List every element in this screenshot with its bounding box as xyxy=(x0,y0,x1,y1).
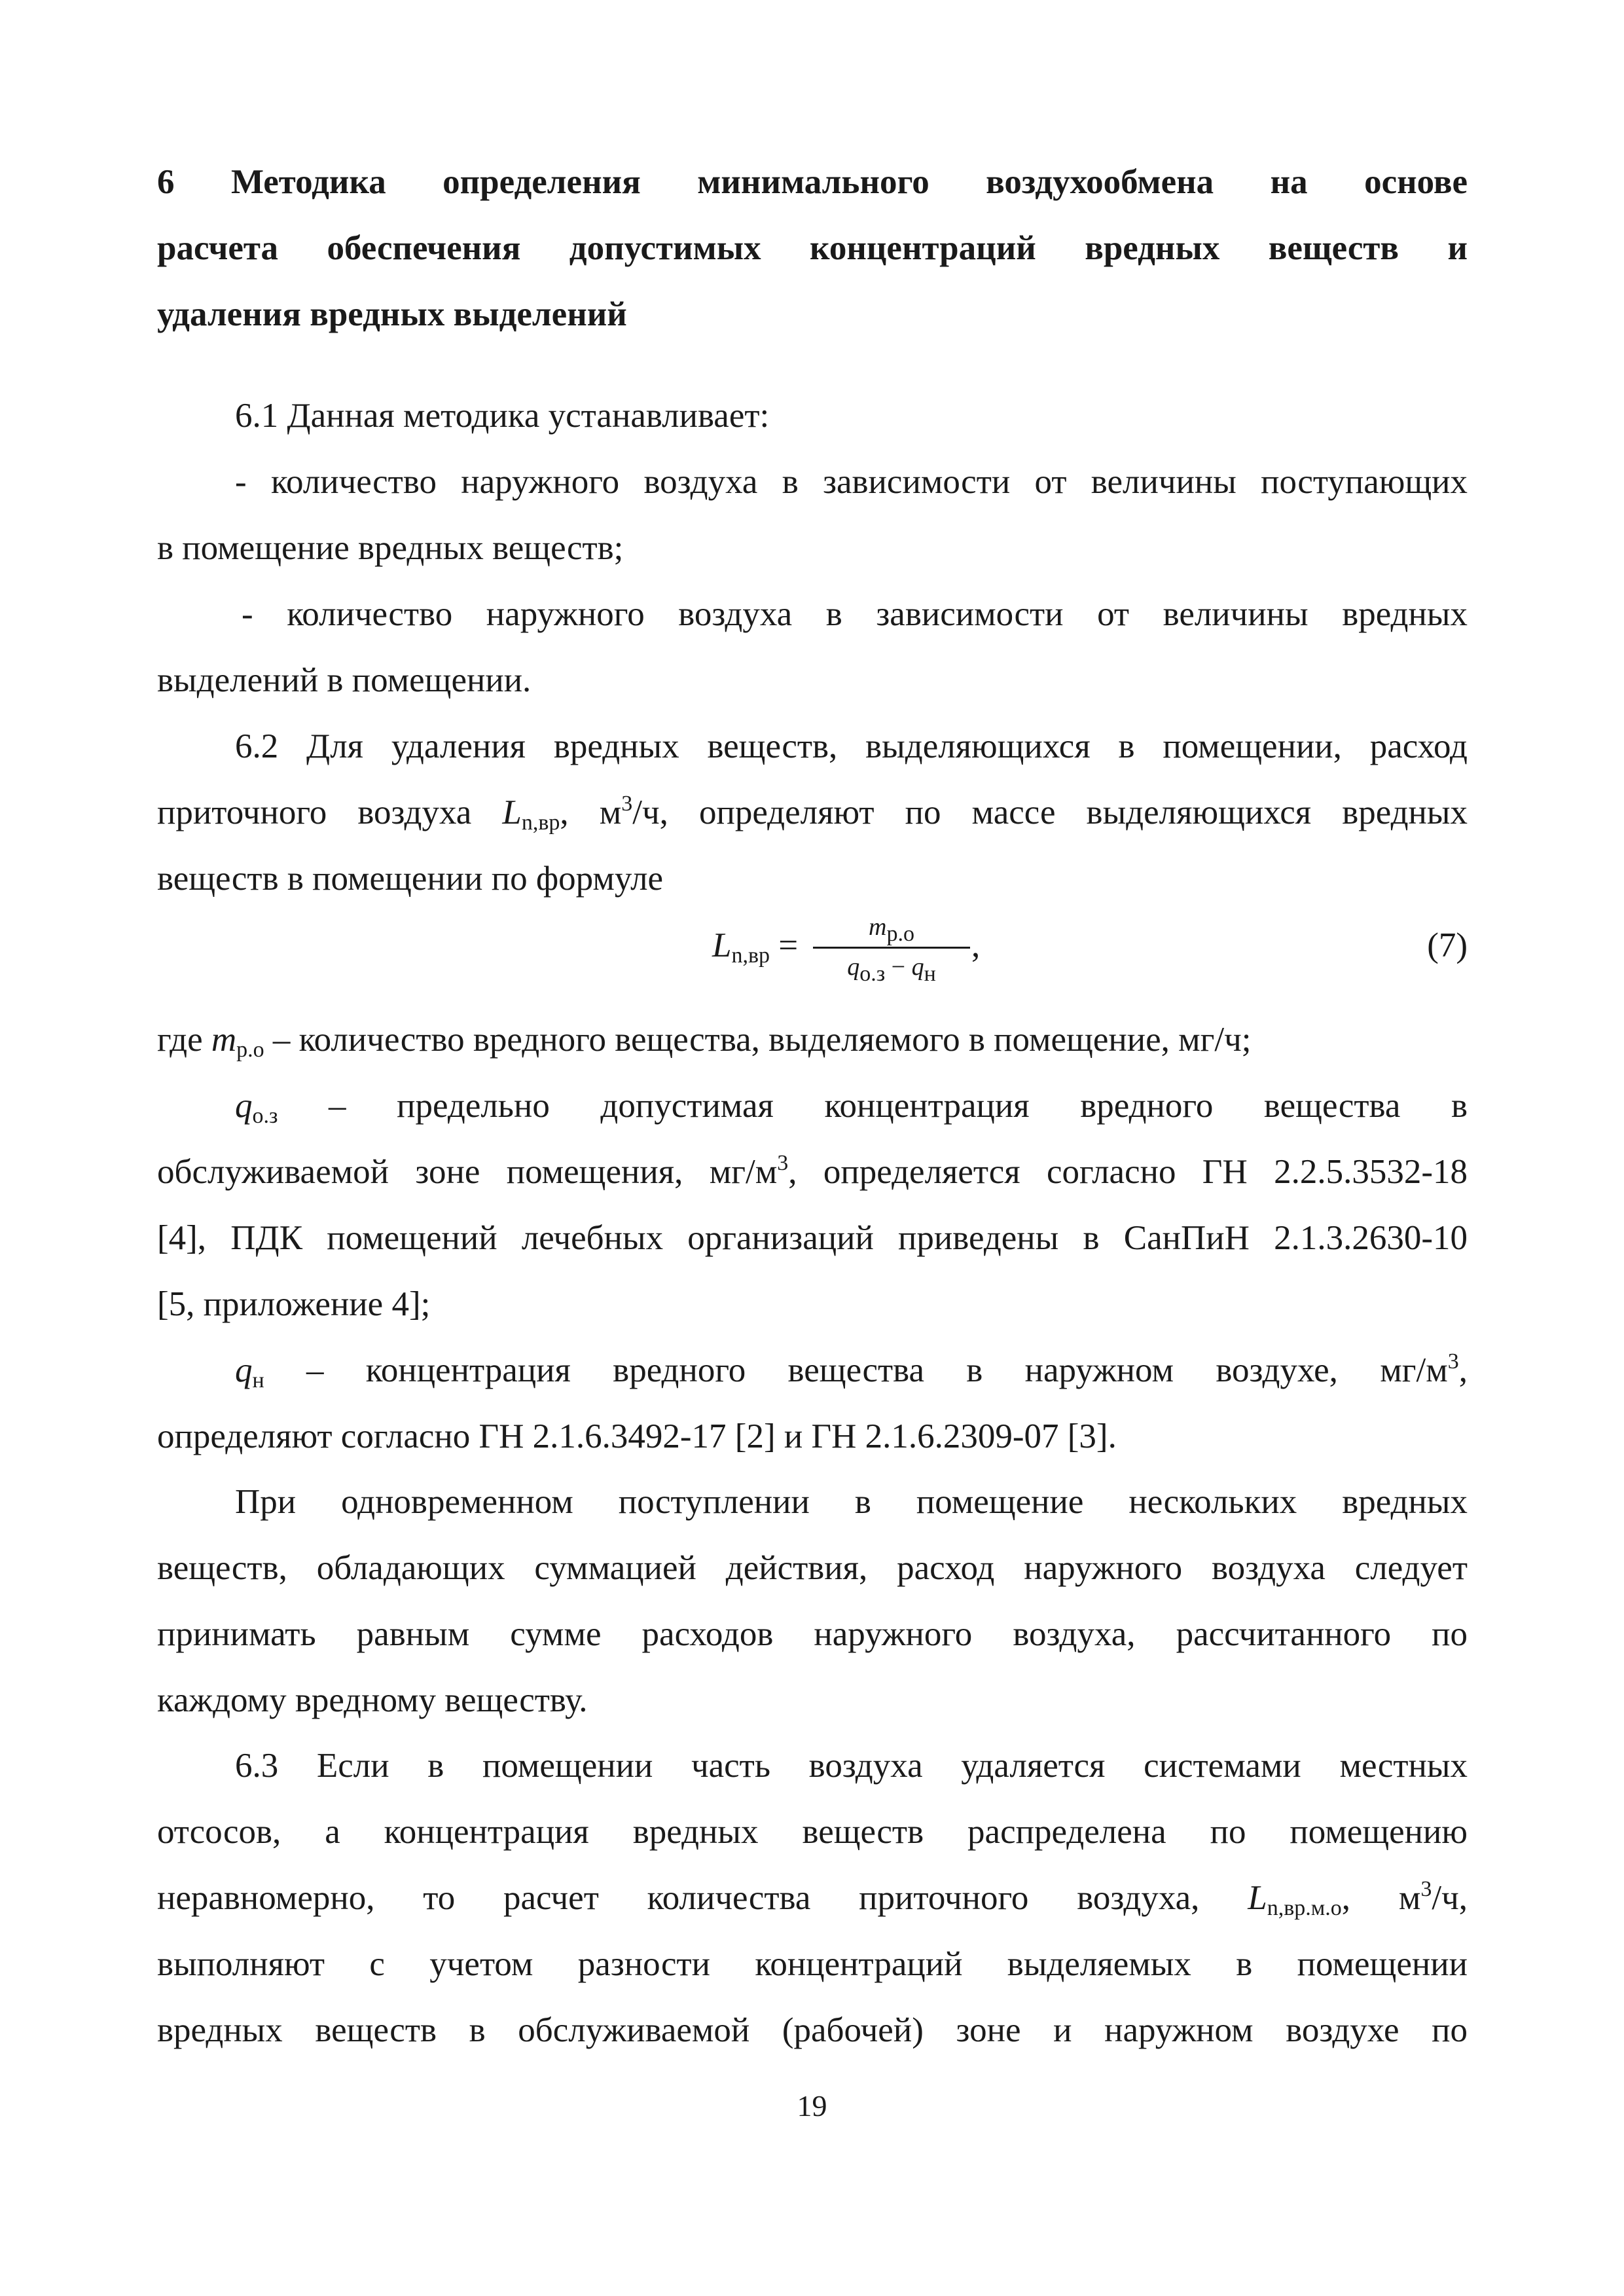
section-6-2 xyxy=(157,714,1468,912)
paragraph-line: веществ в помещении по формуле xyxy=(157,860,664,898)
variable-definitions xyxy=(157,1007,1468,1470)
definition-line: [4], ПДК помещений лечебных организаций приведены в СанПиН 2.1.3.2630-10 xyxy=(157,1219,1468,1257)
math-symbol: q xyxy=(235,1351,253,1389)
math-subscript: о.з xyxy=(252,1104,278,1128)
paragraph-multiple-substances xyxy=(157,1469,1468,1734)
heading-line: 6 Методика определения минимального воздухообмена на основе xyxy=(157,163,1468,201)
list-item-line: - количество наружного воздуха в зависимости от величины поступающих xyxy=(235,463,1468,501)
math-subscript: н xyxy=(924,962,936,986)
paragraph-line: 6.2 Для удаления вредных веществ, выделяющихся в помещении, расход xyxy=(235,727,1468,765)
paragraph-line: выполняют с учетом разности концентраций выделяемых в помещении xyxy=(157,1945,1468,1983)
heading-line: расчета обеспечения допустимых концентраций вредных веществ и xyxy=(157,229,1468,267)
minus-sign: − xyxy=(885,953,912,981)
math-symbol: q xyxy=(911,953,924,981)
text-run: – количество вредного вещества, выделяемого в помещение, мг/ч; xyxy=(264,1021,1252,1059)
page-number: 19 xyxy=(797,2089,827,2123)
formula-fraction xyxy=(813,910,970,984)
section-6-1 xyxy=(157,383,1468,714)
paragraph-line xyxy=(157,1865,1468,1931)
definition-line xyxy=(157,1338,1468,1404)
definition-line xyxy=(157,1007,1468,1073)
paragraph-line: принимать равным сумме расходов наружного воздуха, рассчитанного по xyxy=(157,1615,1468,1653)
list-item-line: выделений в помещении. xyxy=(157,661,532,699)
math-symbol: q xyxy=(235,1087,253,1125)
math-subscript: р.о xyxy=(886,922,914,946)
paragraph-line: отсосов, а концентрация вредных веществ распределена по помещению xyxy=(157,1813,1468,1851)
section-6-3 xyxy=(157,1733,1468,2064)
math-subscript: n,вр xyxy=(521,811,560,835)
fraction-numerator xyxy=(813,910,970,944)
section-heading xyxy=(157,149,1468,348)
paragraph-6-1-intro: 6.1 Данная методика устанавливает: xyxy=(235,397,770,435)
text-run: обслуживаемой зоне помещения, мг/м xyxy=(157,1153,778,1191)
text-run: приточного воздуха xyxy=(157,793,503,831)
math-symbol: m xyxy=(869,913,887,941)
definition-line xyxy=(157,1139,1468,1205)
text-run: /ч, xyxy=(1432,1879,1468,1917)
definition-line xyxy=(157,1073,1468,1139)
math-symbol: L xyxy=(1248,1879,1267,1917)
formula-7 xyxy=(157,910,1468,989)
math-superscript: 3 xyxy=(621,792,633,816)
formula-lhs xyxy=(712,926,799,968)
text-run: неравномерно, то расчет количества приточного воздуха, xyxy=(157,1879,1248,1917)
text-run: , определяется согласно ГН 2.2.5.3532-18 xyxy=(788,1153,1468,1191)
paragraph-line: каждому вредному веществу. xyxy=(157,1681,588,1719)
math-subscript: о.з xyxy=(859,962,886,986)
math-symbol: m xyxy=(211,1021,237,1059)
text-run: – предельно допустимая концентрация вредного вещества в xyxy=(278,1087,1468,1125)
paragraph-line: вредных веществ в обслуживаемой (рабочей) зоне и наружном воздухе по xyxy=(157,2011,1468,2049)
math-subscript: н xyxy=(252,1368,264,1393)
text-run: где xyxy=(157,1021,211,1059)
math-superscript: 3 xyxy=(777,1151,789,1175)
math-subscript: р.о xyxy=(236,1038,264,1062)
math-subscript: n,вр.м.о xyxy=(1267,1896,1342,1920)
math-symbol: L xyxy=(502,793,522,831)
paragraph-line: 6.3 Если в помещении часть воздуха удаляется системами местных xyxy=(235,1747,1468,1785)
equation-number: (7) xyxy=(1427,926,1468,964)
formula-comma: , xyxy=(971,926,981,964)
math-superscript: 3 xyxy=(1447,1349,1459,1374)
heading-line: удаления вредных выделений xyxy=(157,295,627,333)
text-run: /ч, определяют по массе выделяющихся вредных xyxy=(632,793,1468,831)
text-run: , м xyxy=(560,793,622,831)
list-item-line: в помещение вредных веществ; xyxy=(157,529,624,567)
paragraph-line xyxy=(157,780,1468,846)
math-superscript: 3 xyxy=(1420,1877,1432,1901)
text-run: – концентрация вредного вещества в наружном воздухе, мг/м xyxy=(264,1351,1448,1389)
text-run: , xyxy=(1458,1351,1468,1389)
paragraph-line: При одновременном поступлении в помещение нескольких вредных xyxy=(235,1483,1468,1521)
math-symbol: L xyxy=(712,926,732,964)
definition-line: [5, приложение 4]; xyxy=(157,1285,431,1323)
math-subscript: n,вр xyxy=(731,943,770,968)
equals-sign: = xyxy=(770,926,799,964)
fraction-denominator xyxy=(813,950,970,984)
list-item-line: - количество наружного воздуха в зависимости от величины вредных xyxy=(242,595,1468,633)
definition-line: определяют согласно ГН 2.1.6.3492-17 [2] и ГН 2.1.6.2309-07 [3]. xyxy=(157,1417,1117,1455)
fraction-bar xyxy=(813,947,970,949)
text-run: , м xyxy=(1341,1879,1421,1917)
math-symbol: q xyxy=(847,953,860,981)
paragraph-line: веществ, обладающих суммацией действия, расход наружного воздуха следует xyxy=(157,1549,1468,1587)
